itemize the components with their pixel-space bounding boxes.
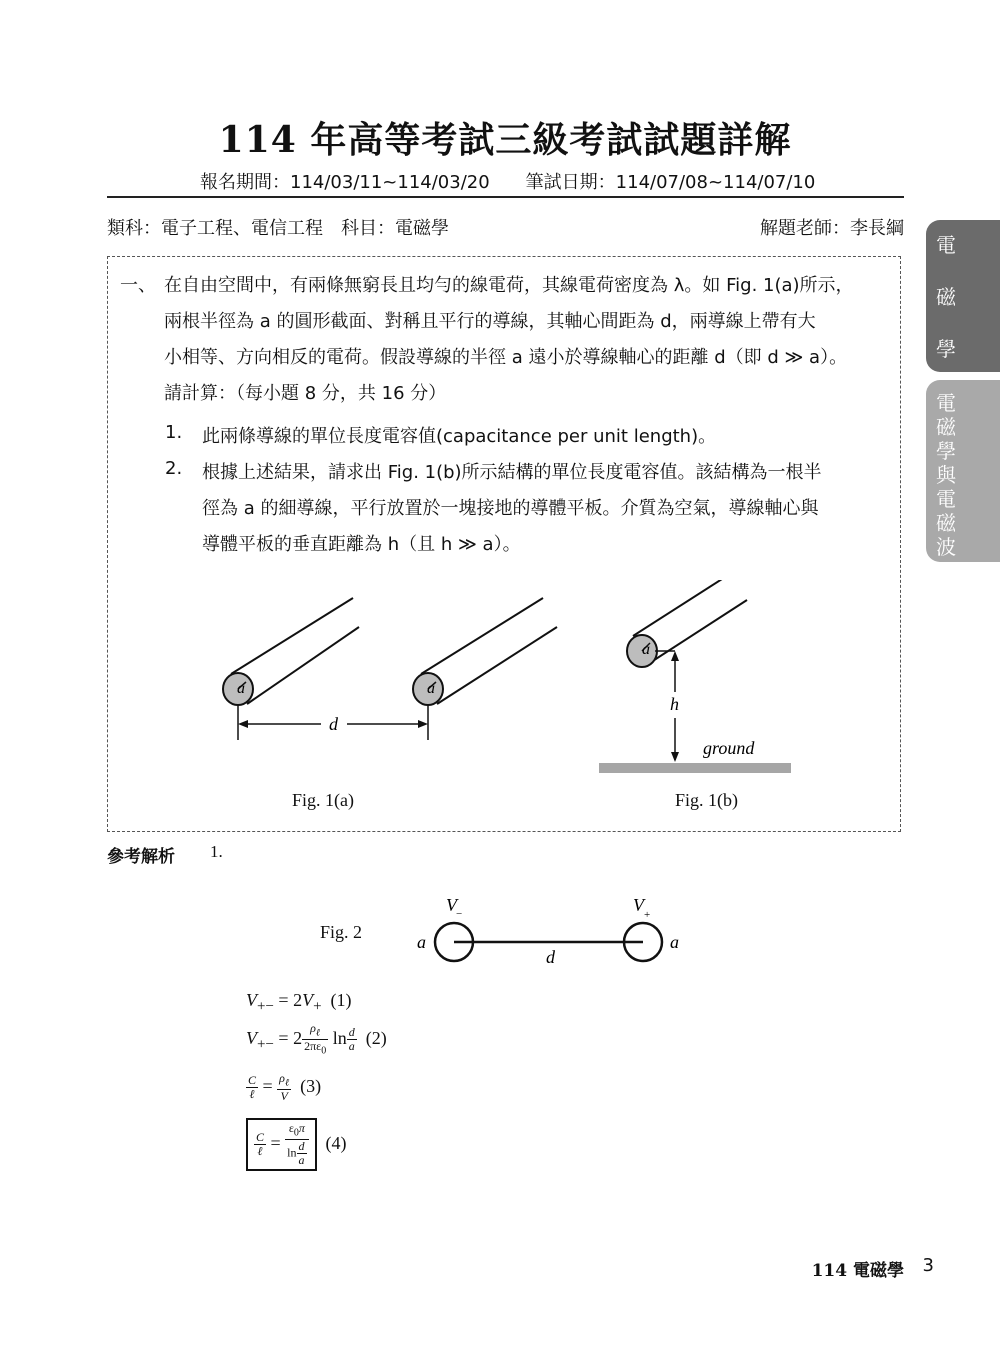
- side-tab-2-char-3: 學: [936, 439, 956, 463]
- side-tab-1-char-3: 學: [936, 337, 956, 361]
- registration-period: 報名期間：114/03/11~114/03/20: [200, 172, 490, 193]
- subquestion-2-line-3: 導體平板的垂直距離為 h（且 h ≫ a）。: [202, 534, 521, 555]
- equation-3-tag: (3): [300, 1075, 322, 1096]
- fig1a-caption: Fig. 1(a): [292, 790, 354, 810]
- fig2-label-d: d: [546, 947, 555, 967]
- fig2-v-minus-sub: −: [456, 908, 463, 920]
- subquestion-2-line-1: 根據上述結果，請求出 Fig. 1(b)所示結構的單位長度電容值。該結構為一根半: [202, 462, 822, 483]
- question-line-1: 在自由空間中，有兩條無窮長且均勻的線電荷，其線電荷密度為 λ。如 Fig. 1(a)所示，: [164, 275, 854, 296]
- subquestion-1-number: 1.: [165, 422, 183, 443]
- fig2-label-a-right: a: [670, 932, 679, 952]
- page-title: 114 年高等考試三級考試試題詳解: [218, 119, 792, 161]
- side-tab-electromagnetics-waves[interactable]: [926, 380, 1000, 562]
- equation-2: $V_{+-} = 2$ $\frac{\rho_\ell}{2\pi\varepsilon_0}$ ln $\frac{d}{a}$ (2): [246, 1021, 387, 1057]
- side-tab-2-char-4: 與: [936, 463, 956, 487]
- fig1b-label-ground: ground: [703, 738, 755, 758]
- equation-4-tag: (4): [325, 1132, 347, 1153]
- fig1b-label-a: a: [642, 641, 650, 658]
- fig2-v-plus-sub: +: [644, 909, 651, 921]
- equation-3: $\frac{C}{\text{ℓ}}$ = $\frac{\rho_\ell}{V}$ (3): [248, 1071, 322, 1104]
- subquestion-2-number: 2.: [165, 458, 183, 479]
- equation-1: $V_{+-} = 2V_+$ (1): [246, 990, 352, 1015]
- fig2-label-a-left: a: [417, 932, 426, 952]
- equation-4-boxed: $\frac{C}{\text{ℓ}}$ = $\varepsilon_0\pi$ ln $\frac{d}{a}$: [246, 1118, 317, 1171]
- question-line-3: 小相等、方向相反的電荷。假設導線的半徑 a 遠小於導線軸心的距離 d（即 d ≫ a）。: [164, 347, 848, 368]
- question-number: 一、: [120, 275, 156, 296]
- fig2-v-minus: V: [446, 895, 457, 915]
- header-divider: [107, 196, 904, 198]
- side-tab-2-char-1: 電: [936, 391, 956, 415]
- question-line-2: 兩根半徑為 a 的圓形截面、對稱且平行的導線，其軸心間距為 d，兩導線上帶有大: [164, 311, 816, 332]
- exam-date: 筆試日期：114/07/08~114/07/10: [525, 172, 816, 193]
- answer-part-number: 1.: [210, 842, 223, 861]
- fig1b-caption: Fig. 1(b): [675, 790, 738, 810]
- side-tab-2-char-7: 波: [936, 535, 956, 559]
- category: 類科：電子工程、電信工程: [107, 218, 323, 239]
- subquestion-2-line-2: 徑為 a 的細導線，平行放置於一塊接地的導體平板。介質為空氣，導線軸心與: [202, 498, 819, 519]
- side-tab-2-char-5: 電: [936, 487, 956, 511]
- fig1a-label-a-left: a: [237, 680, 245, 697]
- equation-2-tag: (2): [365, 1028, 387, 1049]
- fig1b-label-h: h: [670, 694, 679, 714]
- answer-label: 參考解析: [107, 847, 175, 867]
- footer-title: 114 電磁學: [811, 1261, 904, 1281]
- side-tab-1-char-2: 磁: [936, 285, 956, 309]
- equation-4: [246, 1118, 347, 1171]
- side-tab-2-char-2: 磁: [936, 415, 956, 439]
- figure-2: [400, 885, 700, 975]
- fig2-v-plus: V: [633, 895, 644, 915]
- ground-plane: [599, 763, 791, 773]
- category-line: [107, 214, 449, 240]
- subquestion-1-text: 此兩條導線的單位長度電容值(capacitance per unit length)。: [202, 426, 717, 447]
- page-number: 3: [922, 1255, 934, 1276]
- question-line-4: 請計算：（每小題 8 分，共 16 分）: [164, 383, 447, 404]
- fig1a-label-d: d: [329, 714, 338, 734]
- fig2-caption: Fig. 2: [320, 922, 363, 942]
- equation-1-tag: (1): [330, 990, 352, 1010]
- fig1a-label-a-right: a: [427, 680, 435, 697]
- exam-dates: [200, 168, 815, 194]
- subject: 科目：電磁學: [341, 218, 449, 239]
- figure-1: [107, 580, 901, 820]
- side-tab-2-char-6: 磁: [936, 511, 956, 535]
- side-tab-electromagnetics[interactable]: [926, 220, 1000, 372]
- side-tab-1-char-1: 電: [936, 233, 956, 257]
- teacher: 解題老師：李長綱: [760, 218, 904, 239]
